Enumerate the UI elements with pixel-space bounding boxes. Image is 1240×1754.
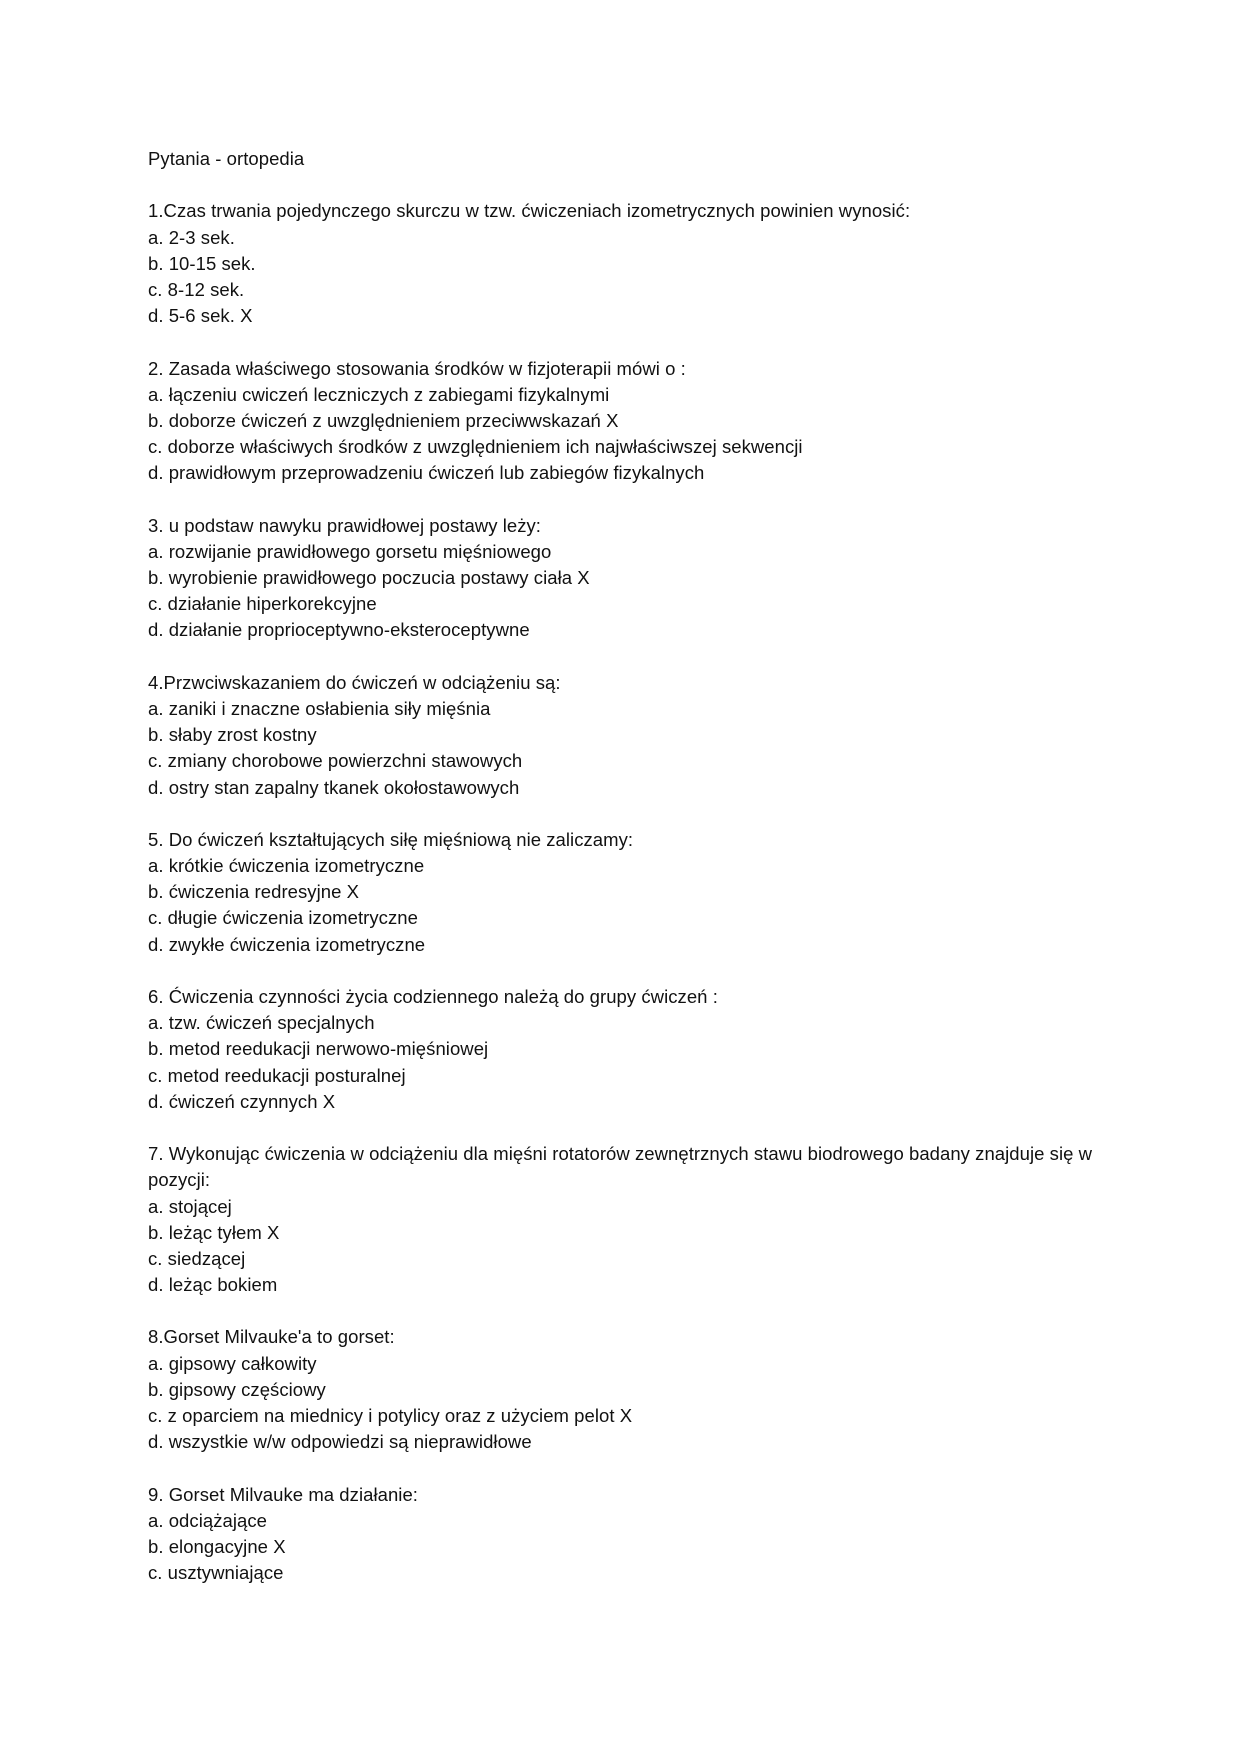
question-7 bbox=[148, 1141, 1108, 1298]
answer-option: c. metod reedukacji posturalnej bbox=[148, 1064, 406, 1086]
answer-option: b. słaby zrost kostny bbox=[148, 724, 317, 746]
answer-option: c. usztywniające bbox=[148, 1562, 284, 1584]
question-5 bbox=[148, 827, 1108, 958]
answer-option: a. gipsowy całkowity bbox=[148, 1352, 317, 1374]
answer-option-marked: b. leżąc tyłem X bbox=[148, 1221, 280, 1243]
question-2 bbox=[148, 356, 1108, 487]
question-text: 5. Do ćwiczeń kształtujących siłę mięśniową nie zaliczamy: bbox=[148, 828, 634, 850]
answer-option: c. działanie hiperkorekcyjne bbox=[148, 593, 377, 615]
question-text: 6. Ćwiczenia czynności życia codziennego należą do grupy ćwiczeń : bbox=[148, 986, 718, 1007]
question-9 bbox=[148, 1482, 1108, 1587]
answer-option: c. siedzącej bbox=[148, 1247, 246, 1269]
answer-option-marked: c. z oparciem na miednicy i potylicy oraz z użyciem pelot X bbox=[148, 1405, 633, 1427]
answer-option: a. krótkie ćwiczenia izometryczne bbox=[148, 855, 425, 877]
question-text: 8.Gorset Milvauke'a to gorset: bbox=[148, 1326, 395, 1348]
answer-option: c. zmiany chorobowe powierzchni stawowych bbox=[148, 750, 523, 772]
answer-option: c. doborze właściwych środków z uwzględnieniem ich najwłaściwszej sekwencji bbox=[148, 436, 803, 458]
answer-option: d. prawidłowym przeprowadzeniu ćwiczeń lub zabiegów fizykalnych bbox=[148, 462, 705, 484]
answer-option: b. metod reedukacji nerwowo-mięśniowej bbox=[148, 1038, 489, 1060]
answer-option-marked: d. 5-6 sek. X bbox=[148, 305, 253, 327]
answer-option: a. odciążające bbox=[148, 1509, 267, 1531]
question-3 bbox=[148, 513, 1108, 644]
answer-option: a. rozwijanie prawidłowego gorsetu mięśniowego bbox=[148, 540, 552, 562]
answer-option: d. zwykłe ćwiczenia izometryczne bbox=[148, 933, 426, 955]
answer-option: d. ostry stan zapalny tkanek okołostawowych bbox=[148, 776, 520, 798]
answer-option: a. łączeniu cwiczeń leczniczych z zabiegami fizykalnymi bbox=[148, 383, 610, 405]
question-6 bbox=[148, 984, 1108, 1115]
question-text: 2. Zasada właściwego stosowania środków w fizjoterapii mówi o : bbox=[148, 357, 686, 379]
question-text: 1.Czas trwania pojedynczego skurczu w tzw. ćwiczeniach izometrycznych powinien wynosić: bbox=[148, 200, 911, 222]
answer-option: d. leżąc bokiem bbox=[148, 1274, 278, 1296]
answer-option: a. stojącej bbox=[148, 1195, 232, 1217]
answer-option-marked: b. elongacyjne X bbox=[148, 1535, 286, 1557]
question-text: 3. u podstaw nawyku prawidłowej postawy leży: bbox=[148, 514, 541, 536]
answer-option: a. 2-3 sek. bbox=[148, 226, 235, 248]
answer-option-marked: b. doborze ćwiczeń z uwzględnieniem przeciwwskazań X bbox=[148, 409, 619, 431]
answer-option: d. wszystkie w/w odpowiedzi są nieprawidłowe bbox=[148, 1431, 532, 1453]
answer-option: d. działanie proprioceptywno-eksteroceptywne bbox=[148, 619, 530, 641]
answer-option: a. tzw. ćwiczeń specjalnych bbox=[148, 1012, 375, 1034]
question-8 bbox=[148, 1324, 1108, 1455]
answer-option: c. 8-12 sek. bbox=[148, 278, 245, 300]
document-title: Pytania - ortopedia bbox=[148, 148, 305, 169]
question-text: 7. Wykonując ćwiczenia w odciążeniu dla mięśni rotatorów zewnętrznych stawu biodrowego badany znajduje się w pozycji: bbox=[148, 1143, 1093, 1191]
question-1 bbox=[148, 198, 1108, 329]
question-text: 4.Przwciwskazaniem do ćwiczeń w odciążeniu są: bbox=[148, 671, 561, 693]
answer-option-marked: d. ćwiczeń czynnych X bbox=[148, 1090, 336, 1112]
answer-option-marked: b. wyrobienie prawidłowego poczucia postawy ciała X bbox=[148, 567, 590, 588]
answer-option: c. długie ćwiczenia izometryczne bbox=[148, 907, 418, 929]
answer-option: b. gipsowy częściowy bbox=[148, 1378, 326, 1400]
question-text: 9. Gorset Milvauke ma działanie: bbox=[148, 1483, 418, 1505]
document-page bbox=[148, 146, 1108, 1613]
answer-option-marked: b. ćwiczenia redresyjne X bbox=[148, 881, 360, 903]
answer-option: b. 10-15 sek. bbox=[148, 252, 256, 274]
question-4 bbox=[148, 670, 1108, 801]
answer-option: a. zaniki i znaczne osłabienia siły mięśnia bbox=[148, 697, 491, 719]
